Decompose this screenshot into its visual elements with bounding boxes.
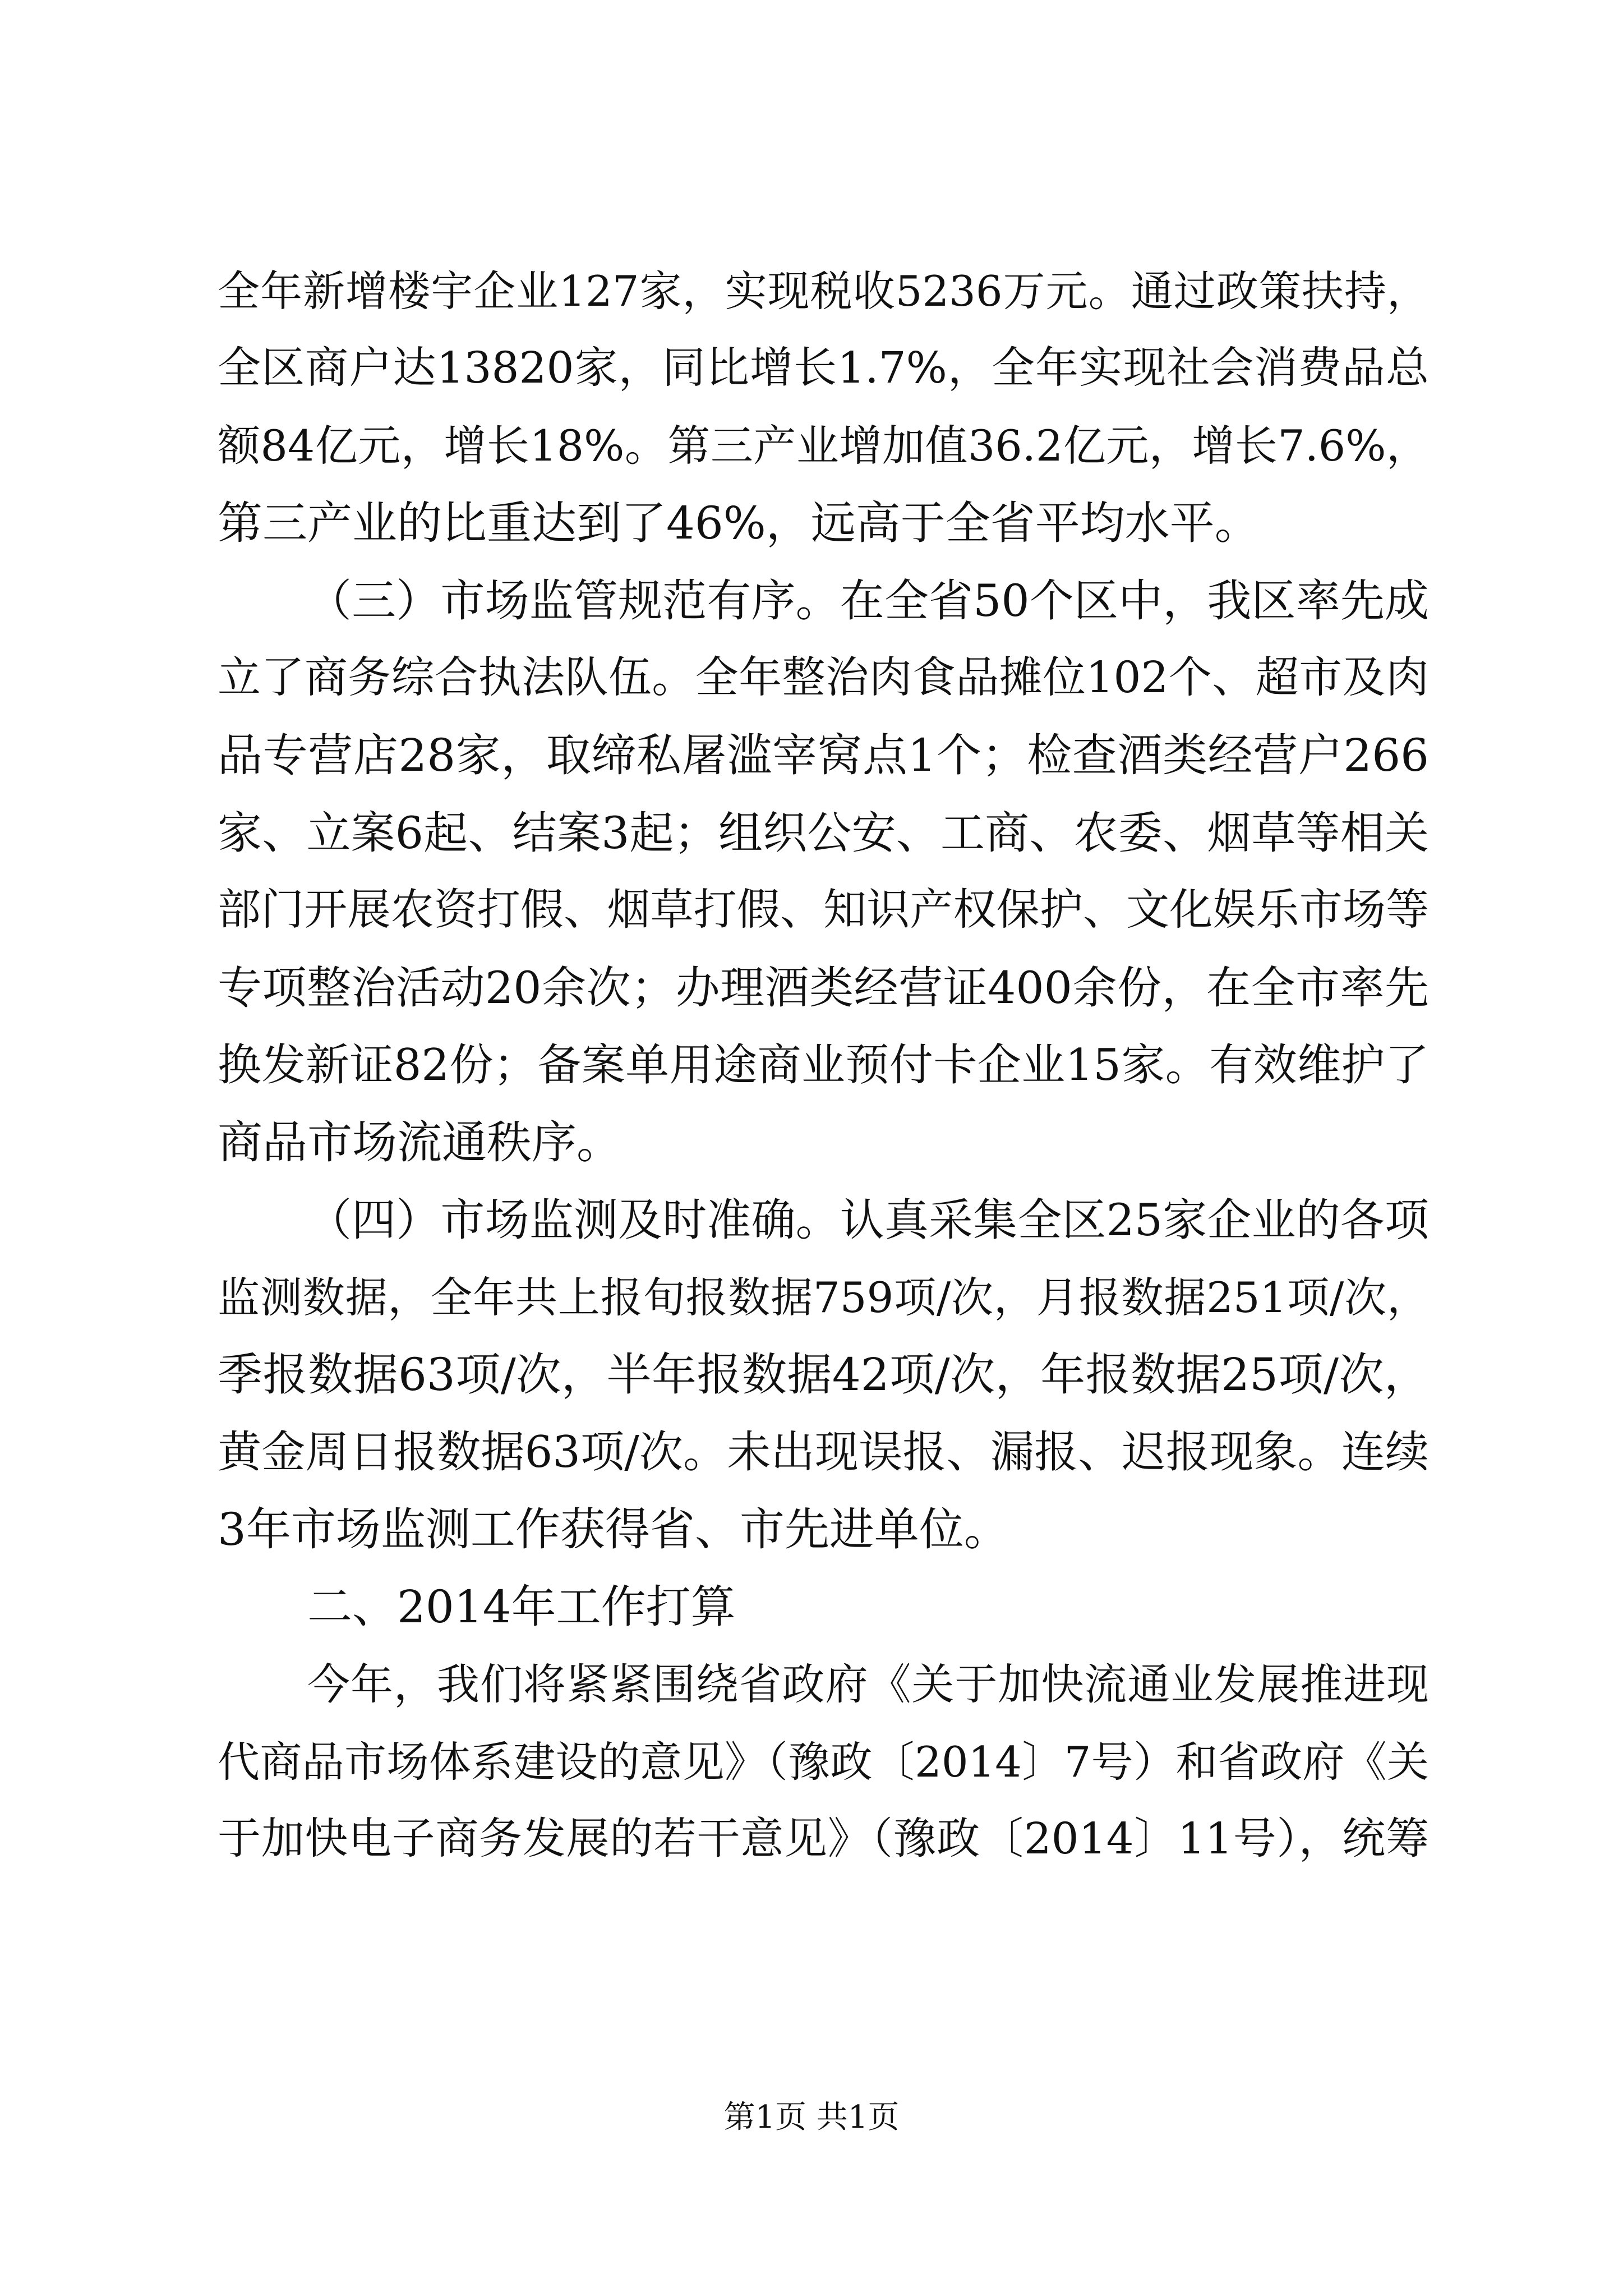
text-line: 额84亿元，增长18%。第三产业增加值36.2亿元，增长7.6%， xyxy=(218,421,1429,471)
document-body xyxy=(218,252,1429,1878)
text-line: 立了商务综合执法队伍。全年整治肉食品摊位102个、超市及肉 xyxy=(218,653,1429,703)
text-line: 二、2014年工作打算 xyxy=(307,1581,736,1633)
text-line: 今年，我们将紧紧围绕省政府《关于加快流通业发展推进现 xyxy=(307,1659,1429,1709)
text-line: （四）市场监测及时准确。认真采集全区25家企业的各项 xyxy=(307,1194,1429,1246)
text-line: 季报数据63项/次，半年报数据42项/次，年报数据25项/次， xyxy=(218,1349,1429,1401)
text-line: 于加快电子商务发展的若干意见》（豫政〔2014〕11号），统筹 xyxy=(218,1814,1429,1864)
text-line: 全区商户达13820家，同比增长1.7%，全年实现社会消费品总 xyxy=(218,343,1429,393)
text-line: 代商品市场体系建设的意见》（豫政〔2014〕7号）和省政府《关 xyxy=(218,1737,1429,1787)
text-line: 监测数据，全年共上报旬报数据759项/次，月报数据251项/次， xyxy=(218,1273,1429,1322)
text-line: （三）市场监管规范有序。在全省50个区中，我区率先成 xyxy=(307,575,1429,627)
text-line: 专项整治活动20余次；办理酒类经营证400余份，在全市率先 xyxy=(218,962,1429,1014)
text-line: 全年新增楼宇企业127家，实现税收5236万元。通过政策扶持， xyxy=(218,266,1429,316)
text-line: 部门开展农资打假、烟草打假、知识产权保护、文化娱乐市场等 xyxy=(218,885,1429,935)
text-line: 换发新证82份；备案单用途商业预付卡企业15家。有效维护了 xyxy=(218,1040,1429,1091)
text-line: 家、立案6起、结案3起；组织公安、工商、农委、烟草等相关 xyxy=(218,807,1429,859)
text-line: 黄金周日报数据63项/次。未出现误报、漏报、迟报现象。连续 xyxy=(218,1427,1429,1478)
text-line: 商品市场流通秩序。 xyxy=(218,1116,621,1168)
text-line: 3年市场监测工作获得省、市先进单位。 xyxy=(218,1503,1009,1556)
page-footer: 第1页 共1页 xyxy=(723,2099,900,2136)
text-line: 第三产业的比重达到了46%，远高于全省平均水平。 xyxy=(218,497,1260,549)
text-line: 品专营店28家，取缔私屠滥宰窝点1个；检查酒类经营户266 xyxy=(218,729,1429,781)
